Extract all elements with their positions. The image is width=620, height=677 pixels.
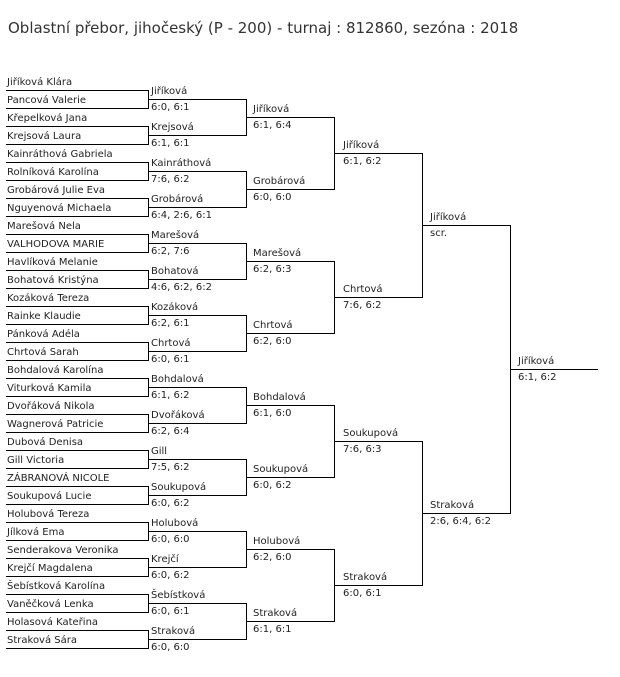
match-winner: Dvořáková <box>151 409 205 421</box>
match-winner: Grobárová <box>151 193 204 205</box>
bracket-line <box>6 342 148 343</box>
match-winner: Straková <box>253 607 298 619</box>
match-score: 6:1, 6:4 <box>253 119 292 131</box>
bracket-line <box>148 495 246 496</box>
bracket-line <box>6 522 148 523</box>
player-entry: Kozáková Tereza <box>7 292 90 304</box>
player-entry: Dubová Denisa <box>7 436 84 448</box>
bracket-line <box>6 648 148 649</box>
bracket-line <box>334 441 422 442</box>
match-score: 6:2, 6:3 <box>253 263 292 275</box>
bracket-line <box>148 171 246 172</box>
match-winner: Gill <box>151 445 168 457</box>
bracket-line <box>148 99 246 100</box>
player-entry: Holasová Kateřina <box>7 616 99 628</box>
bracket-line <box>6 576 148 577</box>
bracket-line <box>422 513 510 514</box>
bracket-line <box>6 162 148 163</box>
match-winner: Marešová <box>253 247 302 259</box>
bracket-line <box>6 396 148 397</box>
bracket-line <box>148 459 246 460</box>
match-winner: Jiříková <box>253 103 290 115</box>
match-winner: Kainráthová <box>151 157 212 169</box>
bracket-line <box>246 333 334 334</box>
bracket-line <box>246 261 334 262</box>
match-score: 2:6, 6:4, 6:2 <box>430 515 491 527</box>
bracket-line <box>6 324 148 325</box>
match-winner: Jiříková <box>343 139 380 151</box>
match-score: 7:6, 6:3 <box>343 443 382 455</box>
player-entry: Havlíková Melanie <box>7 256 98 268</box>
player-entry: Šebístková Karolína <box>7 580 106 592</box>
match-winner: Grobárová <box>253 175 306 187</box>
bracket-line <box>6 504 148 505</box>
match-winner: Soukupová <box>151 481 207 493</box>
bracket-line <box>148 387 246 388</box>
match-score: 6:1, 6:2 <box>518 371 557 383</box>
player-entry: Wagnerová Patricie <box>7 418 104 430</box>
match-winner: Marešová <box>151 229 200 241</box>
player-entry: Pancová Valerie <box>7 94 87 106</box>
bracket-line <box>246 117 334 118</box>
player-entry: Kainráthová Gabriela <box>7 148 113 160</box>
bracket-line <box>422 225 510 226</box>
bracket-line <box>246 549 334 550</box>
bracket-line <box>6 414 148 415</box>
bracket-line <box>6 432 148 433</box>
bracket-line <box>148 423 246 424</box>
bracket-line <box>148 351 246 352</box>
bracket-line <box>246 621 334 622</box>
match-winner: Chrtová <box>343 283 383 295</box>
match-score: 6:1, 6:0 <box>253 407 292 419</box>
match-score: 6:0, 6:2 <box>151 497 190 509</box>
match-score: 6:0, 6:2 <box>151 569 190 581</box>
bracket-line <box>6 216 148 217</box>
match-score: 6:0, 6:1 <box>151 353 190 365</box>
bracket-line <box>148 243 246 244</box>
match-winner: Jiříková <box>430 211 467 223</box>
bracket-line <box>6 630 148 631</box>
match-winner: Bohatová <box>151 265 199 277</box>
player-entry: Senderakova Veronika <box>7 544 119 556</box>
match-winner: Šebístková <box>151 589 206 601</box>
match-score: 6:0, 6:1 <box>343 587 382 599</box>
bracket-line <box>148 639 246 640</box>
match-winner: Krejčí <box>151 553 179 565</box>
bracket-line <box>6 252 148 253</box>
player-entry: Pánková Adéla <box>7 328 80 340</box>
match-score: 6:2, 7:6 <box>151 245 190 257</box>
match-score: 4:6, 6:2, 6:2 <box>151 281 212 293</box>
bracket-line <box>148 207 246 208</box>
player-entry: Rolníková Karolína <box>7 166 99 178</box>
page-title: Oblastní přebor, jihočeský (P - 200) - turnaj : 812860, sezóna : 2018 <box>8 19 519 37</box>
match-winner: Chrtová <box>151 337 191 349</box>
bracket-line <box>334 153 422 154</box>
player-entry: Rainke Klaudie <box>7 310 81 322</box>
match-score: 6:2, 6:0 <box>253 551 292 563</box>
bracket-line <box>148 279 246 280</box>
match-winner: Krejsová <box>151 121 194 133</box>
match-score: 6:0, 6:1 <box>151 101 190 113</box>
match-score: 6:0, 6:0 <box>151 641 190 653</box>
bracket-line <box>6 486 148 487</box>
player-entry: VALHODOVA MARIE <box>7 238 105 250</box>
match-score: 6:1, 6:2 <box>151 389 190 401</box>
bracket-line <box>6 360 148 361</box>
player-entry: Marešová Nela <box>7 220 81 232</box>
bracket-line <box>6 378 148 379</box>
bracket-line <box>148 315 246 316</box>
player-entry: Grobárová Julie Eva <box>7 184 106 196</box>
bracket-line <box>6 468 148 469</box>
bracket-line <box>510 369 598 370</box>
match-winner: Straková <box>343 571 388 583</box>
match-score: 6:2, 6:1 <box>151 317 190 329</box>
match-score: 6:0, 6:0 <box>151 533 190 545</box>
bracket-line <box>246 405 334 406</box>
player-entry: Vaněčková Lenka <box>7 598 94 610</box>
match-winner: Bohdalová <box>253 391 306 403</box>
player-entry: Bohdalová Karolína <box>7 364 104 376</box>
bracket-line <box>6 180 148 181</box>
bracket-line <box>6 144 148 145</box>
player-entry: ZÁBRANOVÁ NICOLE <box>7 472 110 484</box>
match-winner: Bohdalová <box>151 373 204 385</box>
match-score: 6:0, 6:2 <box>253 479 292 491</box>
match-score: 6:4, 2:6, 6:1 <box>151 209 212 221</box>
match-score: 6:1, 6:1 <box>253 623 292 635</box>
bracket-line <box>246 477 334 478</box>
bracket-line <box>6 126 148 127</box>
match-winner: Soukupová <box>343 427 399 439</box>
bracket-line <box>148 135 246 136</box>
match-score: 7:6, 6:2 <box>343 299 382 311</box>
match-winner: Holubová <box>151 517 199 529</box>
player-entry: Krejsová Laura <box>7 130 82 142</box>
bracket-line <box>6 108 148 109</box>
player-entry: Chrtová Sarah <box>7 346 79 358</box>
bracket-line <box>6 540 148 541</box>
match-winner: Jiříková <box>151 85 188 97</box>
match-score: 7:5, 6:2 <box>151 461 190 473</box>
player-entry: Nguyenová Michaela <box>7 202 112 214</box>
bracket-line <box>6 90 148 91</box>
bracket-line <box>6 306 148 307</box>
player-entry: Straková Sára <box>7 634 77 646</box>
match-winner: Straková <box>151 625 196 637</box>
bracket-line <box>6 450 148 451</box>
bracket-line <box>246 189 334 190</box>
match-score: 6:2, 6:4 <box>151 425 190 437</box>
bracket-line <box>334 585 422 586</box>
bracket-line <box>148 603 246 604</box>
player-entry: Jílková Ema <box>7 526 65 538</box>
match-winner: Kozáková <box>151 301 199 313</box>
match-score: 6:0, 6:1 <box>151 605 190 617</box>
bracket-line <box>6 198 148 199</box>
match-winner: Soukupová <box>253 463 309 475</box>
bracket-line <box>6 234 148 235</box>
player-entry: Křepelková Jana <box>7 112 88 124</box>
bracket-line <box>148 531 246 532</box>
match-score: 6:1, 6:2 <box>343 155 382 167</box>
player-entry: Jiříková Klára <box>7 76 73 88</box>
player-entry: Gill Victoria <box>7 454 65 466</box>
match-score: 6:1, 6:1 <box>151 137 190 149</box>
match-winner: Straková <box>430 499 475 511</box>
match-winner: Chrtová <box>253 319 293 331</box>
player-entry: Bohatová Kristýna <box>7 274 99 286</box>
bracket-line <box>6 612 148 613</box>
match-winner: Holubová <box>253 535 301 547</box>
match-score: 6:2, 6:0 <box>253 335 292 347</box>
bracket-line <box>6 594 148 595</box>
bracket-line <box>6 558 148 559</box>
bracket-line <box>334 297 422 298</box>
player-entry: Viturková Kamila <box>7 382 92 394</box>
match-score: 7:6, 6:2 <box>151 173 190 185</box>
player-entry: Dvořáková Nikola <box>7 400 95 412</box>
bracket-line <box>6 270 148 271</box>
player-entry: Holubová Tereza <box>7 508 90 520</box>
match-score: scr. <box>430 227 448 239</box>
player-entry: Soukupová Lucie <box>7 490 92 502</box>
player-entry: Krejčí Magdalena <box>7 562 93 574</box>
bracket-line <box>6 288 148 289</box>
bracket-line <box>148 567 246 568</box>
match-score: 6:0, 6:0 <box>253 191 292 203</box>
match-winner: Jiříková <box>518 355 555 367</box>
